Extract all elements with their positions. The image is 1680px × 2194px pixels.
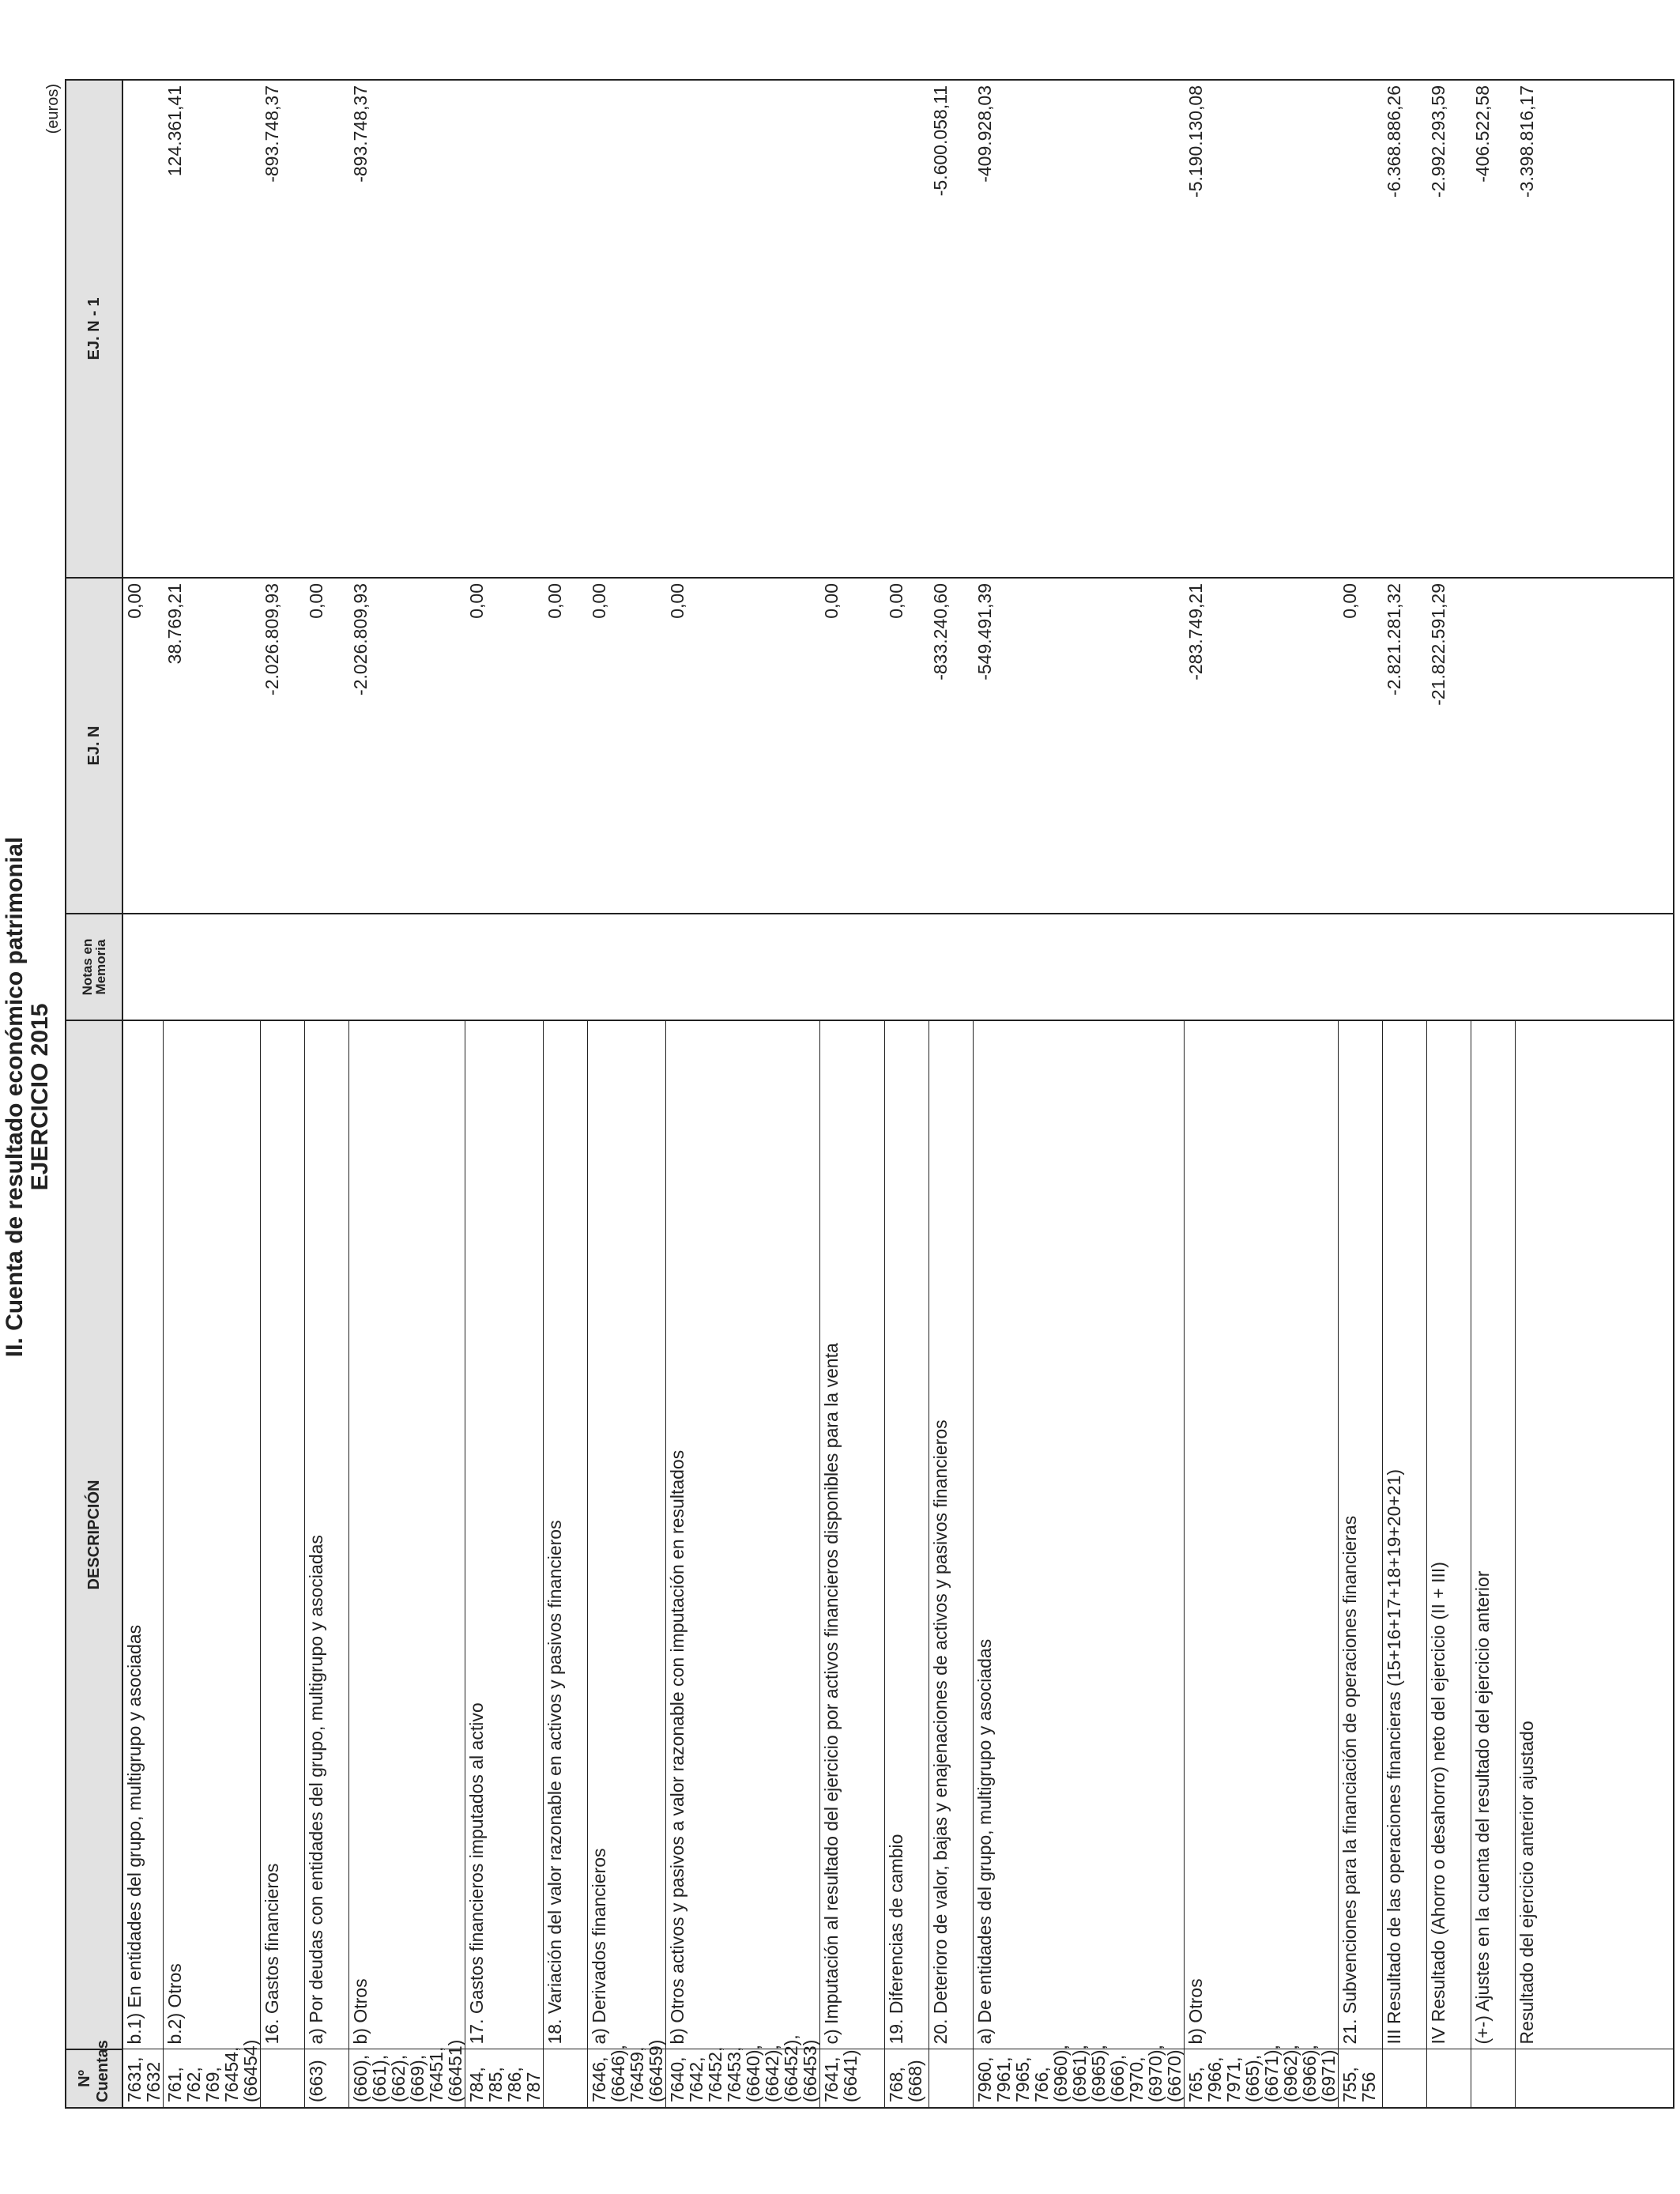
description-cell: 21. Subvenciones para la financiación de operaciones financieras bbox=[1339, 1020, 1383, 2049]
table-row bbox=[544, 80, 588, 2108]
notes-cell bbox=[1339, 914, 1383, 1020]
description-cell: 17. Gastos financieros imputados al activo bbox=[465, 1020, 544, 2049]
account-cell: 784, 785, 786, 787 bbox=[465, 2049, 544, 2108]
description-cell: 18. Variación del valor razonable en activos y pasivos financieros bbox=[544, 1020, 588, 2049]
year-n1-cell bbox=[820, 80, 885, 578]
account-cell: 7641, (6641) bbox=[820, 2049, 885, 2108]
table-row bbox=[885, 80, 929, 2108]
year-n1-cell: -5.190.130,08 bbox=[1185, 80, 1339, 578]
year-n-cell: 0,00 bbox=[588, 578, 666, 914]
notes-cell bbox=[588, 914, 666, 1020]
year-n1-cell: -2.992.293,59 bbox=[1427, 80, 1471, 578]
table-row bbox=[1383, 80, 1427, 2108]
year-n-cell: 0,00 bbox=[465, 578, 544, 914]
notes-cell bbox=[261, 914, 305, 1020]
description-cell: b) Otros bbox=[1185, 1020, 1339, 2049]
description-cell: b) Otros bbox=[349, 1020, 465, 2049]
table-row bbox=[1471, 80, 1516, 2108]
description-cell: b.2) Otros bbox=[164, 1020, 261, 2049]
account-cell bbox=[1516, 2049, 1674, 2108]
year-n-cell: -283.749,21 bbox=[1185, 578, 1339, 914]
page-subtitle: EJERCICIO 2015 bbox=[27, 1003, 53, 1191]
year-n1-cell bbox=[885, 80, 929, 578]
year-n1-cell bbox=[305, 80, 349, 578]
year-n-cell bbox=[1516, 578, 1674, 914]
description-cell: 20. Deterioro de valor, bajas y enajenaciones de activos y pasivos financieros bbox=[929, 1020, 974, 2049]
account-cell bbox=[544, 2049, 588, 2108]
year-n-cell bbox=[1471, 578, 1516, 914]
table-row bbox=[1185, 80, 1339, 2108]
notes-cell bbox=[349, 914, 465, 1020]
year-n1-cell bbox=[666, 80, 820, 578]
header-accounts: Nº Cuentas bbox=[66, 2049, 122, 2108]
notes-cell bbox=[885, 914, 929, 1020]
table-row bbox=[1516, 80, 1674, 2108]
notes-cell bbox=[929, 914, 974, 1020]
notes-cell bbox=[1185, 914, 1339, 1020]
description-cell: IV Resultado (Ahorro o desahorro) neto del ejercicio (II + III) bbox=[1427, 1020, 1471, 2049]
table-row bbox=[349, 80, 465, 2108]
account-cell: 7960, 7961, 7965, 766, (6960), (6961), (6965), (666), 7970, (6970), (6670) bbox=[974, 2049, 1185, 2108]
table-row bbox=[588, 80, 666, 2108]
year-n-cell: -549.491,39 bbox=[974, 578, 1185, 914]
year-n1-cell: -5.600.058,11 bbox=[929, 80, 974, 578]
table-row bbox=[465, 80, 544, 2108]
table-row bbox=[305, 80, 349, 2108]
account-cell: 765, 7966, 7971, (665), (6671), (6962), (6966), (6971) bbox=[1185, 2049, 1339, 2108]
year-n-cell: -2.821.281,32 bbox=[1383, 578, 1427, 914]
table-body bbox=[122, 80, 1674, 2108]
description-cell: b) Otros activos y pasivos a valor razonable con imputación en resultados bbox=[666, 1020, 820, 2049]
table-row bbox=[974, 80, 1185, 2108]
table-row bbox=[820, 80, 885, 2108]
year-n1-cell: -406.522,58 bbox=[1471, 80, 1516, 578]
year-n-cell: -21.822.591,29 bbox=[1427, 578, 1471, 914]
year-n1-cell bbox=[465, 80, 544, 578]
account-cell bbox=[261, 2049, 305, 2108]
year-n1-cell: -409.928,03 bbox=[974, 80, 1185, 578]
account-cell: 7631, 7632 bbox=[122, 2049, 164, 2108]
year-n-cell: 0,00 bbox=[666, 578, 820, 914]
description-cell: c) Imputación al resultado del ejercicio por activos financieros disponibles para la venta bbox=[820, 1020, 885, 2049]
notes-cell bbox=[465, 914, 544, 1020]
year-n1-cell: -3.398.816,17 bbox=[1516, 80, 1674, 578]
table-row bbox=[164, 80, 261, 2108]
account-cell: 768, (668) bbox=[885, 2049, 929, 2108]
account-cell: 7640, 7642, 76452, 76453, (6640), (6642), (66452), (66453) bbox=[666, 2049, 820, 2108]
account-cell: 7646, (6646), 76459, (66459) bbox=[588, 2049, 666, 2108]
notes-cell bbox=[164, 914, 261, 1020]
year-n-cell: 38.769,21 bbox=[164, 578, 261, 914]
year-n1-cell: -6.368.886,26 bbox=[1383, 80, 1427, 578]
results-table bbox=[65, 79, 1674, 2109]
notes-cell bbox=[1516, 914, 1674, 1020]
year-n-cell: 0,00 bbox=[544, 578, 588, 914]
notes-cell bbox=[974, 914, 1185, 1020]
year-n-cell: -2.026.809,93 bbox=[349, 578, 465, 914]
description-cell: 19. Diferencias de cambio bbox=[885, 1020, 929, 2049]
notes-cell bbox=[1427, 914, 1471, 1020]
year-n1-cell: 124.361,41 bbox=[164, 80, 261, 578]
account-cell: 761, 762, 769, 76454, (66454) bbox=[164, 2049, 261, 2108]
header-year-n: EJ. N bbox=[66, 578, 122, 914]
year-n-cell: -833.240,60 bbox=[929, 578, 974, 914]
table-row bbox=[122, 80, 164, 2108]
page-title: II. Cuenta de resultado económico patrimonial bbox=[2, 836, 28, 1358]
account-cell: (663) bbox=[305, 2049, 349, 2108]
account-cell bbox=[1427, 2049, 1471, 2108]
notes-cell bbox=[1383, 914, 1427, 1020]
description-cell: Resultado del ejercicio anterior ajustado bbox=[1516, 1020, 1674, 2049]
year-n-cell: 0,00 bbox=[305, 578, 349, 914]
description-cell: b.1) En entidades del grupo, multigrupo y asociadas bbox=[122, 1020, 164, 2049]
description-cell: a) Derivados financieros bbox=[588, 1020, 666, 2049]
year-n1-cell bbox=[544, 80, 588, 578]
table-header-row bbox=[66, 80, 122, 2108]
account-cell bbox=[929, 2049, 974, 2108]
year-n-cell: 0,00 bbox=[820, 578, 885, 914]
notes-cell bbox=[666, 914, 820, 1020]
year-n1-cell bbox=[1339, 80, 1383, 578]
table-row bbox=[261, 80, 305, 2108]
account-cell bbox=[1383, 2049, 1427, 2108]
description-cell: a) De entidades del grupo, multigrupo y asociadas bbox=[974, 1020, 1185, 2049]
notes-cell bbox=[305, 914, 349, 1020]
description-cell: III Resultado de las operaciones financieras (15+16+17+18+19+20+21) bbox=[1383, 1020, 1427, 2049]
header-notes: Notas en Memoria bbox=[66, 914, 122, 1020]
year-n-cell: 0,00 bbox=[1339, 578, 1383, 914]
notes-cell bbox=[820, 914, 885, 1020]
table-row bbox=[929, 80, 974, 2108]
account-cell: 755, 756 bbox=[1339, 2049, 1383, 2108]
year-n1-cell bbox=[122, 80, 164, 578]
header-year-n1: EJ. N - 1 bbox=[66, 80, 122, 578]
year-n1-cell: -893.748,37 bbox=[261, 80, 305, 578]
year-n1-cell: -893.748,37 bbox=[349, 80, 465, 578]
notes-cell bbox=[544, 914, 588, 1020]
notes-cell bbox=[1471, 914, 1516, 1020]
notes-cell bbox=[122, 914, 164, 1020]
description-cell: 16. Gastos financieros bbox=[261, 1020, 305, 2049]
description-cell: a) Por deudas con entidades del grupo, multigrupo y asociadas bbox=[305, 1020, 349, 2049]
table-row bbox=[666, 80, 820, 2108]
year-n-cell: 0,00 bbox=[885, 578, 929, 914]
year-n1-cell bbox=[588, 80, 666, 578]
account-cell: (660), (661), (662), (669), 76451, (66451) bbox=[349, 2049, 465, 2108]
year-n-cell: -2.026.809,93 bbox=[261, 578, 305, 914]
year-n-cell: 0,00 bbox=[122, 578, 164, 914]
account-cell bbox=[1471, 2049, 1516, 2108]
description-cell: (+-) Ajustes en la cuenta del resultado del ejercicio anterior bbox=[1471, 1020, 1516, 2049]
table-row bbox=[1339, 80, 1383, 2108]
header-description: DESCRIPCIÓN bbox=[66, 1020, 122, 2049]
unit-label: (euros) bbox=[44, 84, 62, 134]
table-row bbox=[1427, 80, 1471, 2108]
